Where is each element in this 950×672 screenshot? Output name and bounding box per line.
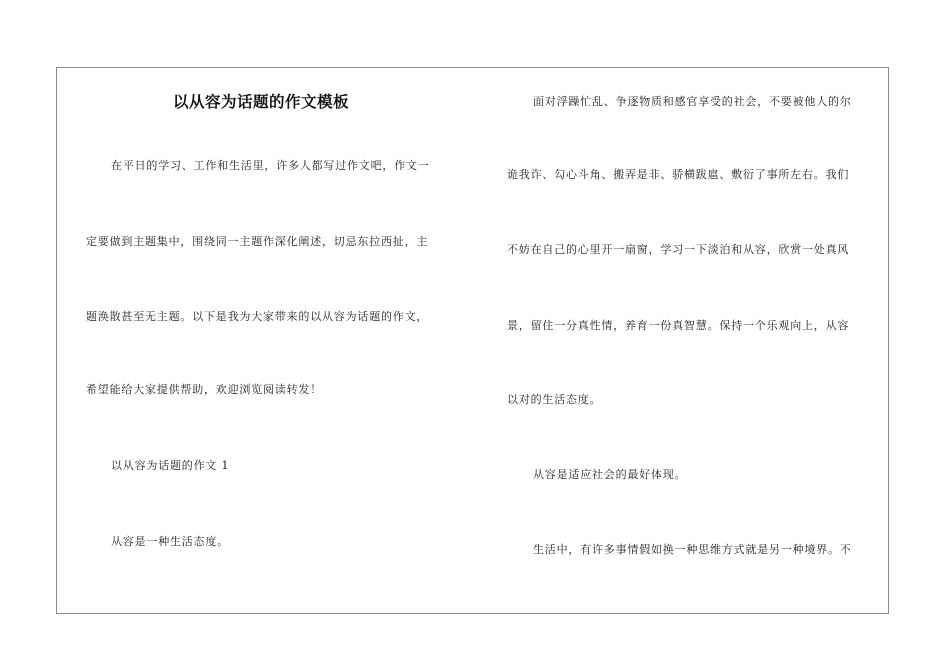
right-paragraph-line: 不妨在自己的心里开一扇窗，学习一下淡泊和从容，欣赏一处真风 bbox=[507, 243, 850, 256]
left-paragraph-line: 希望能给大家提供帮助，欢迎浏览阅读转发！ bbox=[86, 383, 322, 396]
page-frame bbox=[56, 67, 889, 614]
right-paragraph-line: 诡我诈、勾心斗角、搬弄是非、骄横跋扈、敷衍了事所左右。我们 bbox=[507, 168, 850, 181]
left-paragraph-line: 从容是一种生活态度。 bbox=[111, 535, 229, 548]
section-heading: 以从容为话题的作文 1 bbox=[111, 459, 230, 472]
document-title: 以从容为话题的作文模板 bbox=[172, 93, 349, 111]
left-paragraph-line: 定要做到主题集中，围绕同一主题作深化阐述，切忌东拉西扯，主 bbox=[86, 235, 429, 248]
right-paragraph-line: 以对的生活态度。 bbox=[507, 393, 602, 406]
right-paragraph-line: 面对浮躁忙乱、争逐物质和感官享受的社会，不要被他人的尔 bbox=[533, 95, 852, 108]
right-paragraph-line: 生活中，有许多事情假如换一种思维方式就是另一种境界。不 bbox=[533, 543, 852, 556]
left-paragraph-line: 在平日的学习、工作和生活里，许多人都写过作文吧，作文一 bbox=[111, 159, 430, 172]
right-paragraph-line: 景，留住一分真性情，养育一份真智慧。保持一个乐观向上，从容 bbox=[507, 319, 850, 332]
right-paragraph-line: 从容是适应社会的最好体现。 bbox=[533, 468, 687, 481]
left-paragraph-line: 题涣散甚至无主题。以下是我为大家带来的以从容为话题的作文， bbox=[86, 310, 429, 323]
